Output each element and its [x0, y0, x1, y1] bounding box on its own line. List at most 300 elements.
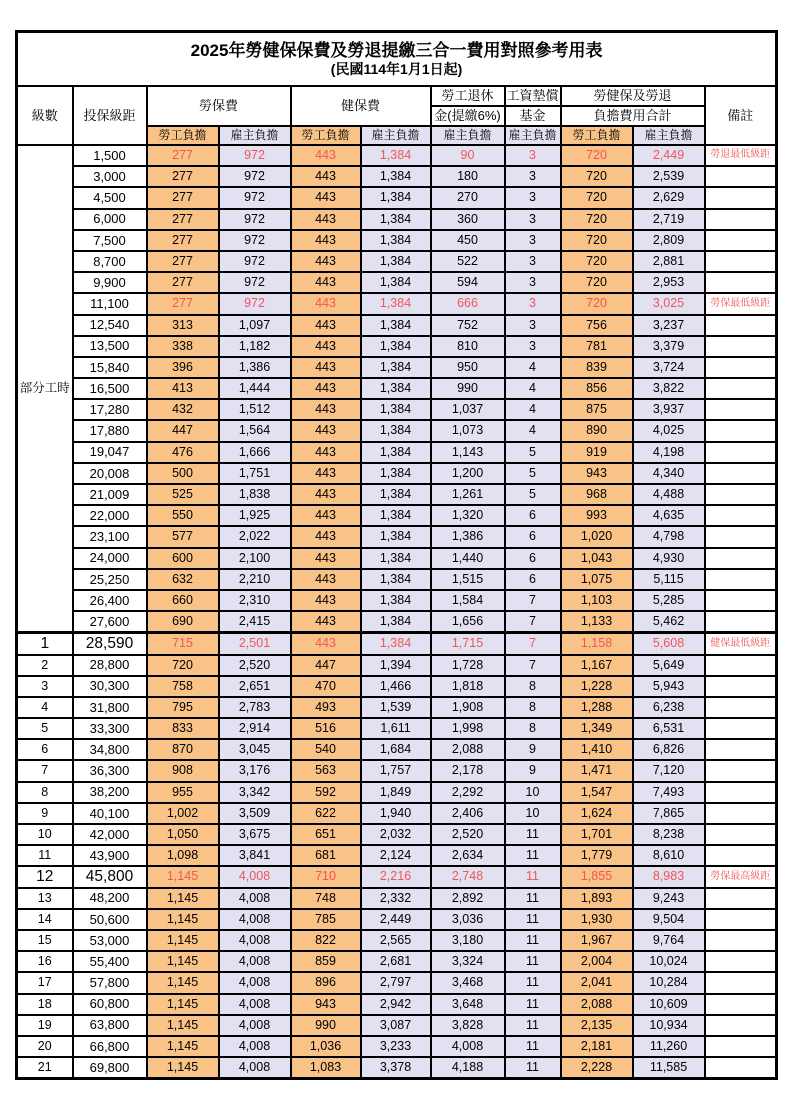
header-total-line1: 勞健保及勞退 — [561, 86, 705, 106]
value-cell: 1,967 — [561, 930, 633, 951]
value-cell: 443 — [291, 230, 361, 251]
value-cell: 2,406 — [431, 803, 505, 824]
value-cell: 3,233 — [361, 1036, 431, 1057]
bracket-cell: 31,800 — [73, 697, 147, 718]
value-cell: 993 — [561, 505, 633, 526]
value-cell: 11,585 — [633, 1057, 705, 1079]
value-cell: 277 — [147, 145, 219, 166]
value-cell: 8,610 — [633, 845, 705, 866]
value-cell: 5,462 — [633, 611, 705, 633]
value-cell: 720 — [561, 251, 633, 272]
value-cell: 3,822 — [633, 378, 705, 399]
bracket-cell: 6,000 — [73, 209, 147, 230]
value-cell: 795 — [147, 697, 219, 718]
remark-cell — [705, 315, 777, 336]
value-cell: 563 — [291, 760, 361, 781]
bracket-cell: 20,008 — [73, 463, 147, 484]
value-cell: 972 — [219, 209, 291, 230]
value-cell: 6 — [505, 526, 561, 547]
value-cell: 955 — [147, 782, 219, 803]
value-cell: 2,783 — [219, 697, 291, 718]
value-cell: 443 — [291, 590, 361, 611]
value-cell: 4,635 — [633, 505, 705, 526]
value-cell: 2,181 — [561, 1036, 633, 1057]
bracket-cell: 55,400 — [73, 951, 147, 972]
value-cell: 90 — [431, 145, 505, 166]
value-cell: 1,998 — [431, 718, 505, 739]
value-cell: 972 — [219, 187, 291, 208]
table-row — [17, 909, 777, 930]
value-cell: 1,384 — [361, 166, 431, 187]
value-cell: 2,449 — [633, 145, 705, 166]
value-cell: 1,779 — [561, 845, 633, 866]
table-row — [17, 145, 777, 166]
table-row — [17, 739, 777, 760]
value-cell: 1,539 — [361, 697, 431, 718]
value-cell: 1,930 — [561, 909, 633, 930]
bracket-cell: 63,800 — [73, 1015, 147, 1036]
value-cell: 822 — [291, 930, 361, 951]
value-cell: 277 — [147, 272, 219, 293]
value-cell: 4,188 — [431, 1057, 505, 1079]
level-cell: 10 — [17, 824, 73, 845]
value-cell: 3,828 — [431, 1015, 505, 1036]
table-row — [17, 293, 777, 314]
table-row — [17, 866, 777, 887]
level-cell: 4 — [17, 697, 73, 718]
value-cell: 1,838 — [219, 484, 291, 505]
remark-cell: 勞保最高級距 — [705, 866, 777, 887]
remark-cell — [705, 718, 777, 739]
value-cell: 1,757 — [361, 760, 431, 781]
value-cell: 1,855 — [561, 866, 633, 887]
value-cell: 3,468 — [431, 972, 505, 993]
bracket-cell: 9,900 — [73, 272, 147, 293]
value-cell: 2,953 — [633, 272, 705, 293]
value-cell: 651 — [291, 824, 361, 845]
value-cell: 720 — [561, 166, 633, 187]
value-cell: 4 — [505, 399, 561, 420]
level-cell: 6 — [17, 739, 73, 760]
value-cell: 2,748 — [431, 866, 505, 887]
header-level: 級數 — [17, 86, 73, 145]
bracket-cell: 43,900 — [73, 845, 147, 866]
value-cell: 2,719 — [633, 209, 705, 230]
table-row — [17, 845, 777, 866]
remark-cell — [705, 420, 777, 441]
value-cell: 1,440 — [431, 548, 505, 569]
value-cell: 2,942 — [361, 994, 431, 1015]
table-row — [17, 526, 777, 547]
value-cell: 681 — [291, 845, 361, 866]
bracket-cell: 33,300 — [73, 718, 147, 739]
value-cell: 3,176 — [219, 760, 291, 781]
level-cell: 20 — [17, 1036, 73, 1057]
bracket-cell: 12,540 — [73, 315, 147, 336]
value-cell: 1,384 — [361, 548, 431, 569]
value-cell: 450 — [431, 230, 505, 251]
bracket-cell: 53,000 — [73, 930, 147, 951]
value-cell: 756 — [561, 315, 633, 336]
value-cell: 1,908 — [431, 697, 505, 718]
table-row — [17, 760, 777, 781]
value-cell: 833 — [147, 718, 219, 739]
level-cell: 2 — [17, 655, 73, 676]
value-cell: 2,809 — [633, 230, 705, 251]
remark-cell — [705, 272, 777, 293]
value-cell: 752 — [431, 315, 505, 336]
value-cell: 2,539 — [633, 166, 705, 187]
value-cell: 1,849 — [361, 782, 431, 803]
value-cell: 1,228 — [561, 676, 633, 697]
level-cell: 19 — [17, 1015, 73, 1036]
bracket-cell: 36,300 — [73, 760, 147, 781]
remark-cell: 健保最低級距 — [705, 633, 777, 655]
value-cell: 1,666 — [219, 442, 291, 463]
value-cell: 443 — [291, 209, 361, 230]
value-cell: 710 — [291, 866, 361, 887]
value-cell: 748 — [291, 888, 361, 909]
value-cell: 972 — [219, 293, 291, 314]
header-row-1 — [17, 86, 777, 106]
level-cell: 17 — [17, 972, 73, 993]
bracket-cell: 15,840 — [73, 357, 147, 378]
bracket-cell: 19,047 — [73, 442, 147, 463]
value-cell: 277 — [147, 209, 219, 230]
premium-table — [15, 30, 778, 1080]
value-cell: 4,008 — [219, 888, 291, 909]
value-cell: 313 — [147, 315, 219, 336]
value-cell: 3 — [505, 293, 561, 314]
value-cell: 3,509 — [219, 803, 291, 824]
table-row — [17, 272, 777, 293]
table-row — [17, 251, 777, 272]
value-cell: 10,284 — [633, 972, 705, 993]
value-cell: 9 — [505, 739, 561, 760]
value-cell: 3,937 — [633, 399, 705, 420]
value-cell: 1,036 — [291, 1036, 361, 1057]
bracket-cell: 1,500 — [73, 145, 147, 166]
value-cell: 3 — [505, 187, 561, 208]
value-cell: 3,087 — [361, 1015, 431, 1036]
value-cell: 1,200 — [431, 463, 505, 484]
value-cell: 4,008 — [219, 930, 291, 951]
value-cell: 990 — [431, 378, 505, 399]
value-cell: 443 — [291, 187, 361, 208]
header-labor-worker: 勞工負擔 — [147, 126, 219, 145]
table-row — [17, 1015, 777, 1036]
bracket-cell: 28,800 — [73, 655, 147, 676]
value-cell: 720 — [561, 293, 633, 314]
bracket-cell: 17,280 — [73, 399, 147, 420]
level-cell: 1 — [17, 633, 73, 655]
header-wage-fund-line1: 工資墊償 — [505, 86, 561, 106]
table-row — [17, 994, 777, 1015]
value-cell: 1,384 — [361, 569, 431, 590]
value-cell: 4 — [505, 420, 561, 441]
value-cell: 550 — [147, 505, 219, 526]
value-cell: 2,088 — [431, 739, 505, 760]
remark-cell — [705, 739, 777, 760]
value-cell: 1,624 — [561, 803, 633, 824]
value-cell: 2,449 — [361, 909, 431, 930]
value-cell: 4,008 — [219, 866, 291, 887]
remark-cell — [705, 951, 777, 972]
value-cell: 1,145 — [147, 1057, 219, 1079]
value-cell: 968 — [561, 484, 633, 505]
level-cell: 13 — [17, 888, 73, 909]
value-cell: 2,565 — [361, 930, 431, 951]
value-cell: 9,764 — [633, 930, 705, 951]
value-cell: 1,751 — [219, 463, 291, 484]
value-cell: 4,340 — [633, 463, 705, 484]
level-cell: 11 — [17, 845, 73, 866]
value-cell: 11,260 — [633, 1036, 705, 1057]
value-cell: 540 — [291, 739, 361, 760]
value-cell: 1,384 — [361, 315, 431, 336]
value-cell: 2,004 — [561, 951, 633, 972]
value-cell: 720 — [561, 145, 633, 166]
value-cell: 2,292 — [431, 782, 505, 803]
remark-cell — [705, 676, 777, 697]
value-cell: 3,841 — [219, 845, 291, 866]
value-cell: 1,466 — [361, 676, 431, 697]
table-row — [17, 463, 777, 484]
value-cell: 1,384 — [361, 420, 431, 441]
level-cell: 3 — [17, 676, 73, 697]
header-labor-group: 勞保費 — [147, 86, 291, 126]
bracket-cell: 30,300 — [73, 676, 147, 697]
value-cell: 4,198 — [633, 442, 705, 463]
remark-cell — [705, 399, 777, 420]
value-cell: 1,818 — [431, 676, 505, 697]
table-row — [17, 569, 777, 590]
remark-cell — [705, 187, 777, 208]
remark-cell — [705, 930, 777, 951]
header-pension-employer: 雇主負擔 — [431, 126, 505, 145]
remark-cell — [705, 590, 777, 611]
level-cell: 5 — [17, 718, 73, 739]
value-cell: 622 — [291, 803, 361, 824]
table-row — [17, 633, 777, 655]
remark-cell: 勞保最低級距 — [705, 293, 777, 314]
remark-cell — [705, 230, 777, 251]
value-cell: 7 — [505, 655, 561, 676]
value-cell: 4,008 — [219, 951, 291, 972]
value-cell: 4 — [505, 378, 561, 399]
value-cell: 1,384 — [361, 442, 431, 463]
value-cell: 2,032 — [361, 824, 431, 845]
value-cell: 2,881 — [633, 251, 705, 272]
value-cell: 11 — [505, 845, 561, 866]
value-cell: 443 — [291, 548, 361, 569]
bracket-cell: 50,600 — [73, 909, 147, 930]
remark-cell — [705, 357, 777, 378]
value-cell: 592 — [291, 782, 361, 803]
header-wage-fund-employer: 雇主負擔 — [505, 126, 561, 145]
value-cell: 3 — [505, 272, 561, 293]
value-cell: 1,515 — [431, 569, 505, 590]
table-row — [17, 166, 777, 187]
value-cell: 1,075 — [561, 569, 633, 590]
value-cell: 1,145 — [147, 930, 219, 951]
header-remark: 備註 — [705, 86, 777, 145]
remark-cell: 勞退最低級距 — [705, 145, 777, 166]
header-health-worker: 勞工負擔 — [291, 126, 361, 145]
bracket-cell: 38,200 — [73, 782, 147, 803]
value-cell: 443 — [291, 420, 361, 441]
bracket-cell: 34,800 — [73, 739, 147, 760]
value-cell: 8 — [505, 676, 561, 697]
value-cell: 2,228 — [561, 1057, 633, 1079]
value-cell: 1,384 — [361, 611, 431, 633]
value-cell: 5 — [505, 442, 561, 463]
remark-cell — [705, 526, 777, 547]
page-subtitle: (民國114年1月1日起) — [330, 60, 463, 77]
value-cell: 360 — [431, 209, 505, 230]
value-cell: 2,210 — [219, 569, 291, 590]
value-cell: 1,656 — [431, 611, 505, 633]
level-cell: 部分工時 — [17, 145, 73, 633]
value-cell: 3,324 — [431, 951, 505, 972]
level-cell: 7 — [17, 760, 73, 781]
value-cell: 443 — [291, 526, 361, 547]
value-cell: 447 — [291, 655, 361, 676]
value-cell: 1,145 — [147, 909, 219, 930]
remark-cell — [705, 569, 777, 590]
value-cell: 1,103 — [561, 590, 633, 611]
value-cell: 3 — [505, 336, 561, 357]
value-cell: 5,649 — [633, 655, 705, 676]
table-row — [17, 611, 777, 633]
remark-cell — [705, 209, 777, 230]
value-cell: 443 — [291, 484, 361, 505]
bracket-cell: 48,200 — [73, 888, 147, 909]
bracket-cell: 13,500 — [73, 336, 147, 357]
value-cell: 443 — [291, 569, 361, 590]
value-cell: 525 — [147, 484, 219, 505]
value-cell: 7 — [505, 633, 561, 655]
bracket-cell: 3,000 — [73, 166, 147, 187]
value-cell: 1,384 — [361, 209, 431, 230]
value-cell: 1,386 — [431, 526, 505, 547]
value-cell: 8 — [505, 697, 561, 718]
table-row — [17, 655, 777, 676]
value-cell: 2,797 — [361, 972, 431, 993]
header-total-worker: 勞工負擔 — [561, 126, 633, 145]
value-cell: 500 — [147, 463, 219, 484]
value-cell: 476 — [147, 442, 219, 463]
value-cell: 1,182 — [219, 336, 291, 357]
value-cell: 1,320 — [431, 505, 505, 526]
table-row — [17, 930, 777, 951]
table-row — [17, 824, 777, 845]
value-cell: 338 — [147, 336, 219, 357]
level-cell: 12 — [17, 866, 73, 887]
remark-cell — [705, 166, 777, 187]
value-cell: 11 — [505, 994, 561, 1015]
table-row — [17, 336, 777, 357]
header-pension-line1: 勞工退休 — [431, 86, 505, 106]
bracket-cell: 25,250 — [73, 569, 147, 590]
value-cell: 5,943 — [633, 676, 705, 697]
value-cell: 443 — [291, 399, 361, 420]
table-row — [17, 484, 777, 505]
value-cell: 413 — [147, 378, 219, 399]
value-cell: 493 — [291, 697, 361, 718]
value-cell: 972 — [219, 251, 291, 272]
value-cell: 443 — [291, 442, 361, 463]
value-cell: 4,008 — [219, 972, 291, 993]
value-cell: 6 — [505, 505, 561, 526]
value-cell: 11 — [505, 930, 561, 951]
value-cell: 1,073 — [431, 420, 505, 441]
value-cell: 1,384 — [361, 463, 431, 484]
value-cell: 3 — [505, 209, 561, 230]
title-row — [17, 32, 777, 87]
value-cell: 277 — [147, 251, 219, 272]
value-cell: 2,178 — [431, 760, 505, 781]
value-cell: 758 — [147, 676, 219, 697]
table-row — [17, 1036, 777, 1057]
bracket-cell: 22,000 — [73, 505, 147, 526]
remark-cell — [705, 909, 777, 930]
value-cell: 11 — [505, 951, 561, 972]
value-cell: 2,501 — [219, 633, 291, 655]
value-cell: 990 — [291, 1015, 361, 1036]
value-cell: 972 — [219, 272, 291, 293]
value-cell: 720 — [561, 187, 633, 208]
header-total-employer: 雇主負擔 — [633, 126, 705, 145]
value-cell: 3 — [505, 166, 561, 187]
value-cell: 5,115 — [633, 569, 705, 590]
value-cell: 1,384 — [361, 505, 431, 526]
value-cell: 1,701 — [561, 824, 633, 845]
value-cell: 1,145 — [147, 866, 219, 887]
value-cell: 277 — [147, 230, 219, 251]
bracket-cell: 4,500 — [73, 187, 147, 208]
value-cell: 715 — [147, 633, 219, 655]
title-cell — [17, 32, 777, 87]
remark-cell — [705, 1015, 777, 1036]
value-cell: 781 — [561, 336, 633, 357]
value-cell: 4,008 — [219, 1015, 291, 1036]
value-cell: 3 — [505, 315, 561, 336]
value-cell: 1,564 — [219, 420, 291, 441]
value-cell: 11 — [505, 1015, 561, 1036]
value-cell: 10 — [505, 803, 561, 824]
header-bracket: 投保級距 — [73, 86, 147, 145]
level-cell: 8 — [17, 782, 73, 803]
value-cell: 11 — [505, 866, 561, 887]
value-cell: 8,983 — [633, 866, 705, 887]
value-cell: 4,488 — [633, 484, 705, 505]
value-cell: 577 — [147, 526, 219, 547]
value-cell: 3,724 — [633, 357, 705, 378]
value-cell: 4,798 — [633, 526, 705, 547]
value-cell: 5 — [505, 463, 561, 484]
header-health-group: 健保費 — [291, 86, 431, 126]
value-cell: 443 — [291, 336, 361, 357]
value-cell: 1,145 — [147, 994, 219, 1015]
value-cell: 4,025 — [633, 420, 705, 441]
value-cell: 396 — [147, 357, 219, 378]
value-cell: 3 — [505, 251, 561, 272]
value-cell: 1,471 — [561, 760, 633, 781]
value-cell: 2,634 — [431, 845, 505, 866]
value-cell: 1,158 — [561, 633, 633, 655]
bracket-cell: 57,800 — [73, 972, 147, 993]
